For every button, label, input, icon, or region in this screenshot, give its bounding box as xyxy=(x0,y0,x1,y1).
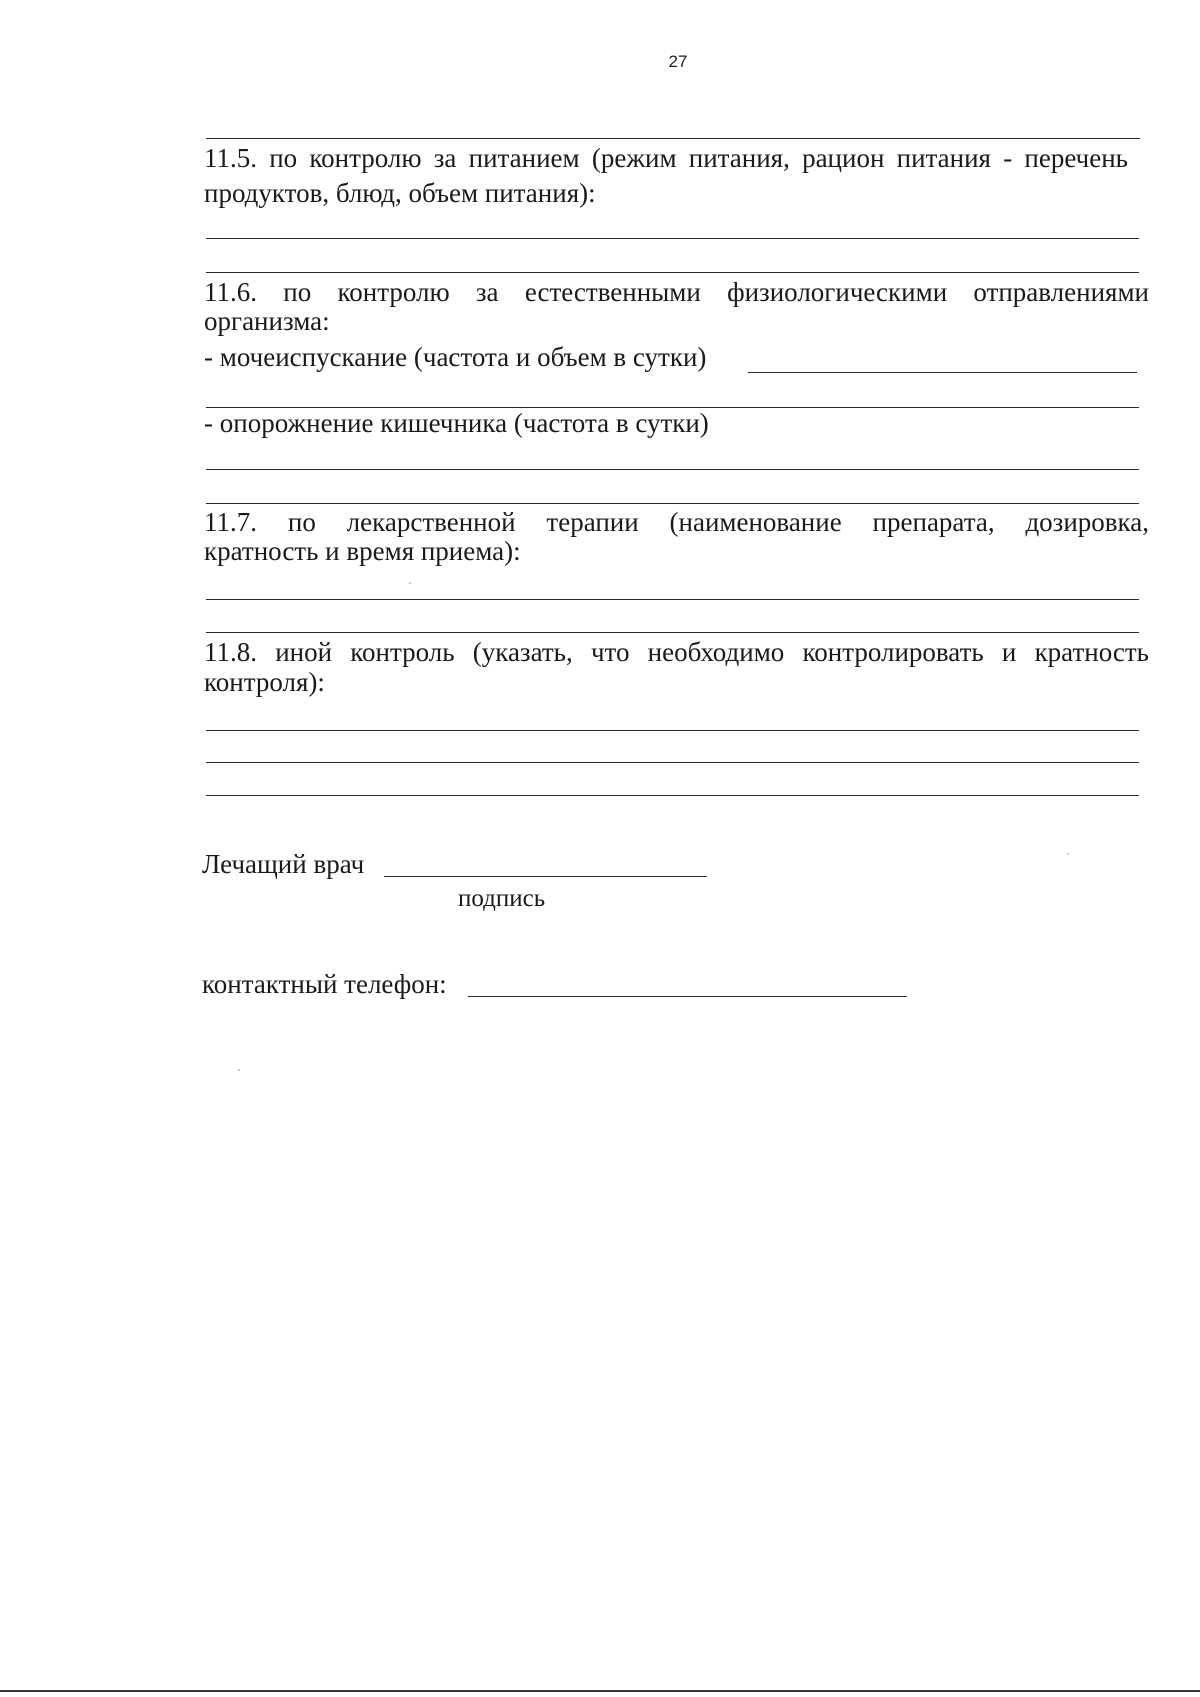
section-11-6-line-1: 11.6. по контролю за естественными физиологическими отправлениями xyxy=(204,277,1149,307)
signature-entry-line[interactable] xyxy=(384,876,707,877)
contact-phone-entry-line[interactable] xyxy=(468,996,907,997)
urination-entry-line[interactable] xyxy=(748,372,1137,373)
section-11-5-entry-line-2[interactable] xyxy=(206,272,1139,273)
top-rule xyxy=(206,138,1140,139)
section-11-8-line-1: 11.8. иной контроль (указать, что необходимо контролировать и кратность xyxy=(204,637,1149,667)
section-11-8-line-2: контроля): xyxy=(204,667,325,697)
section-11-7-line-1: 11.7. по лекарственной терапии (наименование препарата, дозировка, xyxy=(204,507,1149,537)
section-11-7-line-2: кратность и время приема): xyxy=(204,536,521,566)
bowel-entry-line-1[interactable] xyxy=(206,469,1139,470)
section-11-7-entry-line-2[interactable] xyxy=(206,632,1139,633)
page-number: 27 xyxy=(668,52,688,71)
section-11-5-line-1: 11.5. по контролю за питанием (режим питания, рацион питания - перечень xyxy=(204,143,1128,173)
scan-speck xyxy=(1067,853,1069,855)
page-bottom-edge xyxy=(0,1690,1200,1692)
section-11-5-entry-line-1[interactable] xyxy=(206,238,1139,239)
section-11-8-entry-line-3[interactable] xyxy=(206,795,1139,796)
contact-phone-label: контактный телефон: xyxy=(202,969,447,999)
scan-speck xyxy=(238,1069,240,1071)
section-11-5-line-2: продуктов, блюд, объем питания): xyxy=(204,178,596,208)
section-11-8-entry-line-2[interactable] xyxy=(206,762,1139,763)
section-11-7-entry-line-1[interactable] xyxy=(206,599,1139,600)
attending-physician-label: Лечащий врач xyxy=(202,849,365,879)
urination-label: - мочеиспускание (частота и объем в сутки) xyxy=(204,342,707,372)
section-11-8-entry-line-1[interactable] xyxy=(206,730,1139,731)
scan-speck xyxy=(409,582,411,584)
bowel-label: - опорожнение кишечника (частота в сутки) xyxy=(204,408,709,438)
section-11-6-line-2: организма: xyxy=(204,306,330,336)
bowel-entry-line-2[interactable] xyxy=(206,503,1139,504)
signature-caption: подпись xyxy=(458,885,546,912)
